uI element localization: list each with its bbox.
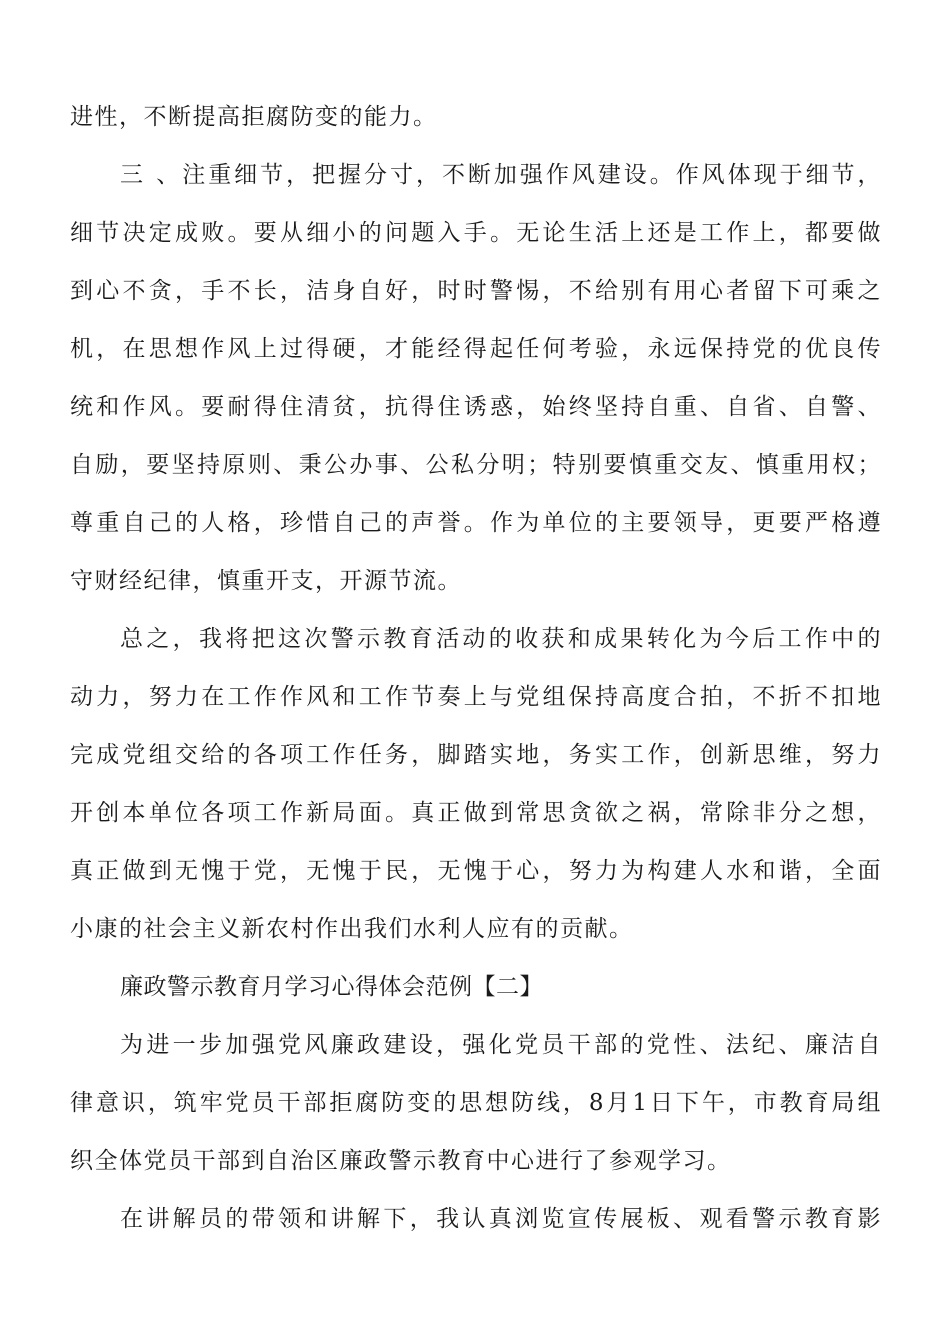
paragraph-line: 动力，努力在工作作风和工作节奏上与党组保持高度合拍，不折不扣地 bbox=[70, 684, 882, 710]
paragraph-line: 在讲解员的带领和讲解下，我认真浏览宣传展板、观看警示教育影 bbox=[120, 1206, 882, 1232]
paragraph-line: 守财经纪律，慎重开支，开源节流。 bbox=[70, 568, 462, 594]
paragraph-line: 三 、注重细节，把握分寸，不断加强作风建设。作风体现于细节， bbox=[120, 162, 882, 188]
paragraph-line: 总之，我将把这次警示教育活动的收获和成果转化为今后工作中的 bbox=[120, 626, 882, 652]
paragraph-line: 进性，不断提高拒腐防变的能力。 bbox=[70, 104, 438, 130]
document-body bbox=[70, 88, 882, 1248]
paragraph-line: 为进一步加强党风廉政建设，强化党员干部的党性、法纪、廉洁自 bbox=[120, 1032, 882, 1058]
paragraph-line: 机，在思想作风上过得硬，才能经得起任何考验，永远保持党的优良传 bbox=[70, 336, 882, 362]
paragraph-line: 完成党组交给的各项工作任务，脚踏实地，务实工作，创新思维，努力 bbox=[70, 742, 882, 768]
paragraph-line: 律意识，筑牢党员干部拒腐防变的思想防线，8月1日下午，市教育局组 bbox=[70, 1090, 882, 1116]
paragraph-line: 小康的社会主义新农村作出我们水利人应有的贡献。 bbox=[70, 916, 634, 942]
paragraph-line: 尊重自己的人格，珍惜自己的声誉。作为单位的主要领导，更要严格遵 bbox=[70, 510, 882, 536]
paragraph-line: 开创本单位各项工作新局面。真正做到常思贪欲之祸，常除非分之想， bbox=[70, 800, 882, 826]
paragraph-line: 到心不贪，手不长，洁身自好，时时警惕，不给别有用心者留下可乘之 bbox=[70, 278, 882, 304]
paragraph-line: 统和作风。要耐得住清贫，抗得住诱惑，始终坚持自重、自省、自警、 bbox=[70, 394, 882, 420]
paragraph-line: 细节决定成败。要从细小的问题入手。无论生活上还是工作上，都要做 bbox=[70, 220, 882, 246]
paragraph-line: 真正做到无愧于党，无愧于民，无愧于心，努力为构建人水和谐，全面 bbox=[70, 858, 882, 884]
paragraph-line: 织全体党员干部到自治区廉政警示教育中心进行了参观学习。 bbox=[70, 1148, 732, 1174]
paragraph-line: 自励，要坚持原则、秉公办事、公私分明；特别要慎重交友、慎重用权； bbox=[70, 452, 882, 478]
section-heading: 廉政警示教育月学习心得体会范例【二】 bbox=[120, 974, 543, 1000]
